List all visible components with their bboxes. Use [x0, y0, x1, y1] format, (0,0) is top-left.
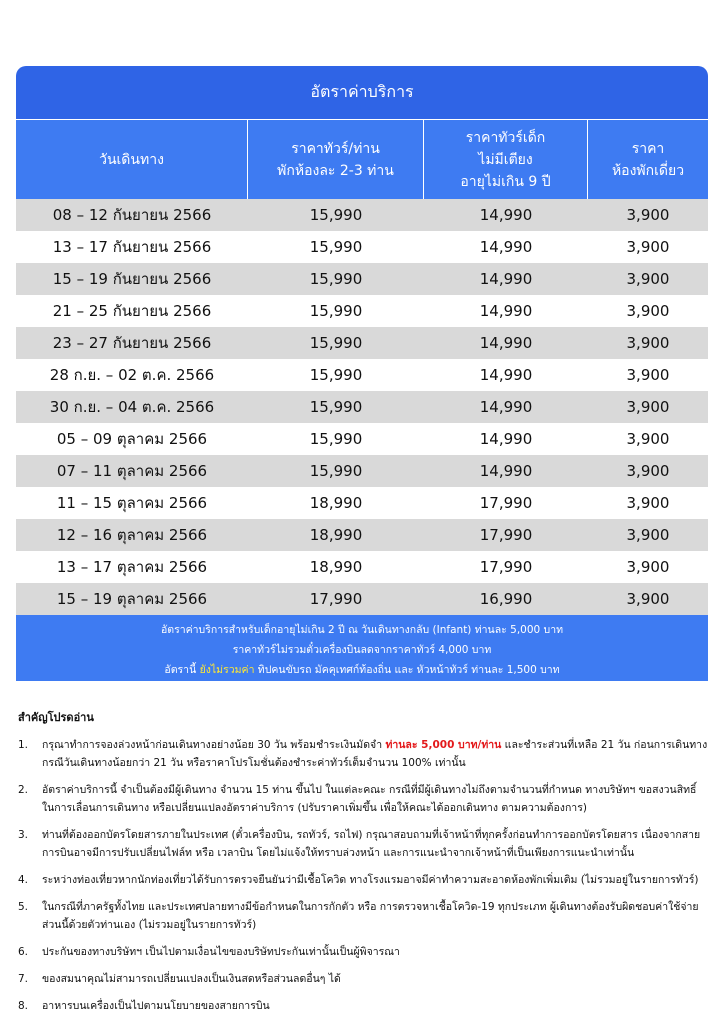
row-adult-price: 17,990 — [309, 590, 363, 608]
row-single-room: 3,900 — [626, 302, 670, 320]
price-table — [16, 66, 708, 681]
table-title: อัตราค่าบริการ — [16, 66, 708, 119]
table-row — [16, 231, 708, 263]
row-single-room: 3,900 — [626, 430, 670, 448]
header-child-price — [424, 120, 588, 199]
table-row — [16, 583, 708, 615]
row-child-price: 17,990 — [479, 494, 533, 512]
table-row — [16, 263, 708, 295]
header-adult-line2: พักห้องละ 2-3 ท่าน — [277, 162, 394, 179]
row-date: 08 – 12 กันยายน 2566 — [52, 206, 212, 224]
row-adult-price: 18,990 — [309, 558, 363, 576]
table-row — [16, 455, 708, 487]
note-item — [18, 826, 708, 862]
row-child-price: 17,990 — [479, 526, 533, 544]
note-item — [18, 781, 708, 817]
row-date: 13 – 17 ตุลาคม 2566 — [56, 558, 208, 576]
row-adult-price: 18,990 — [309, 526, 363, 544]
row-adult-price: 15,990 — [309, 430, 363, 448]
table-row — [16, 199, 708, 231]
table-row — [16, 519, 708, 551]
table-body — [16, 199, 708, 615]
row-adult-price: 15,990 — [309, 270, 363, 288]
note-text — [42, 781, 708, 817]
row-child-price: 14,990 — [479, 366, 533, 384]
row-child-price: 16,990 — [479, 590, 533, 608]
note-text-main: ประกันของทางบริษัทฯ เป็นไปตามเงื่อนไขของบริษัทประกันเท่านั้นเป็นผู้พิจารณา — [42, 946, 400, 958]
header-adult-price — [248, 120, 424, 199]
row-date: 15 – 19 กันยายน 2566 — [52, 270, 212, 288]
footer-tip-post: ทิปคนขับรถ มัคคุเทศก์ท้องถิ่น และ หัวหน้าทัวร์ ท่านละ 1,500 บาท — [254, 664, 560, 676]
row-child-price: 14,990 — [479, 398, 533, 416]
table-row — [16, 327, 708, 359]
row-child-price: 14,990 — [479, 206, 533, 224]
note-text-main: ท่านที่ต้องออกบัตรโดยสารภายในประเทศ (ตั๋วเครื่องบิน, รถทัวร์, รถไฟ) กรุณาสอบถามที่เจ้าหน้าที่ทุกครั้งก่อนทำการออกบัตรโดยสาร เนื่องจากสายการบินอาจมีการปรับเปลี่ยนไฟล์ท หรือ เวลาบิน โดยไม่แจ้งให้ทราบล่วงหน้า และการแนะนำจากเจ้าหน้าที่เป็นเพียงการแนะนำเท่านั้น — [42, 829, 701, 859]
row-adult-price: 15,990 — [309, 462, 363, 480]
table-row — [16, 391, 708, 423]
note-text — [42, 943, 708, 961]
note-text — [42, 826, 708, 862]
note-number: 6. — [18, 946, 29, 958]
row-date: 07 – 11 ตุลาคม 2566 — [56, 462, 208, 480]
footer-tip-pre: อัตรานี้ — [164, 664, 200, 676]
row-adult-price: 18,990 — [309, 494, 363, 512]
header-child-line2: ไม่มีเตียง — [478, 151, 533, 168]
note-text-rest: และชำระส่วนที่เหลือ 21 วัน ก่อนการเดินทาง กรณีวันเดินทางน้อยกว่า 21 วัน หรือราคาโปรโมชั่นต้องชำระค่าทัวร์เต็มจำนวน 100% เท่านั้น — [42, 739, 708, 769]
header-single-room — [588, 120, 708, 199]
row-single-room: 3,900 — [626, 462, 670, 480]
row-date: 11 – 15 ตุลาคม 2566 — [56, 494, 208, 512]
note-item — [18, 997, 708, 1015]
row-adult-price: 15,990 — [309, 366, 363, 384]
row-date: 30 ก.ย. – 04 ต.ค. 2566 — [49, 398, 215, 416]
note-text-main: ในกรณีที่ภาครัฐทั้งไทย และประเทศปลายทางมีข้อกำหนดในการกักตัว หรือ การตรวจหาเชื้อโควิด-19 ทุกประเภท ผู้เดินทางต้องรับผิดชอบค่าใช้จ่ายส่วนนี้ด้วยตัวท่านเอง (ไม่รวมอยู่ในรายการทัวร์) — [42, 901, 699, 931]
note-item — [18, 970, 708, 988]
header-date — [16, 120, 248, 199]
row-date: 28 ก.ย. – 02 ต.ค. 2566 — [49, 366, 215, 384]
row-adult-price: 15,990 — [309, 334, 363, 352]
row-date: 12 – 16 ตุลาคม 2566 — [56, 526, 208, 544]
table-row — [16, 359, 708, 391]
row-child-price: 14,990 — [479, 270, 533, 288]
note-number: 8. — [18, 1000, 29, 1012]
row-adult-price: 15,990 — [309, 206, 363, 224]
notes-title: สำคัญโปรดอ่าน — [18, 711, 94, 724]
table-footer — [16, 615, 708, 681]
note-text-highlight: ท่านละ 5,000 บาท/ท่าน — [385, 739, 502, 751]
row-single-room: 3,900 — [626, 334, 670, 352]
row-single-room: 3,900 — [626, 366, 670, 384]
row-child-price: 14,990 — [479, 302, 533, 320]
row-date: 13 – 17 กันยายน 2566 — [52, 238, 212, 256]
row-child-price: 14,990 — [479, 334, 533, 352]
table-header-row — [16, 119, 708, 199]
note-number: 2. — [18, 784, 29, 796]
footer-tip-note — [16, 660, 708, 680]
row-child-price: 17,990 — [479, 558, 533, 576]
note-text-main: ของสมนาคุณไม่สามารถเปลี่ยนแปลงเป็นเงินสดหรือส่วนลดอื่นๆ ได้ — [42, 973, 341, 985]
table-row — [16, 295, 708, 327]
important-notes — [18, 708, 708, 1024]
row-child-price: 14,990 — [479, 462, 533, 480]
row-date: 05 – 09 ตุลาคม 2566 — [56, 430, 208, 448]
header-single-line1: ราคา — [631, 140, 665, 157]
note-text — [42, 736, 708, 772]
row-child-price: 14,990 — [479, 238, 533, 256]
note-item — [18, 943, 708, 961]
header-date-label: วันเดินทาง — [99, 151, 164, 168]
header-single-line2: ห้องพักเดี่ยว — [611, 162, 685, 179]
footer-tip-highlight: ยังไม่รวมค่า — [199, 664, 255, 676]
note-item — [18, 736, 708, 772]
header-child-line1: ราคาทัวร์เด็ก — [465, 129, 546, 146]
row-single-room: 3,900 — [626, 398, 670, 416]
row-single-room: 3,900 — [626, 270, 670, 288]
note-number: 3. — [18, 829, 29, 841]
row-date: 21 – 25 กันยายน 2566 — [52, 302, 212, 320]
note-number: 4. — [18, 874, 29, 886]
row-single-room: 3,900 — [626, 494, 670, 512]
row-adult-price: 15,990 — [309, 398, 363, 416]
note-text — [42, 970, 708, 988]
note-text — [42, 997, 708, 1015]
note-number: 7. — [18, 973, 29, 985]
row-adult-price: 15,990 — [309, 302, 363, 320]
note-item — [18, 871, 708, 889]
row-adult-price: 15,990 — [309, 238, 363, 256]
row-single-room: 3,900 — [626, 206, 670, 224]
table-row — [16, 487, 708, 519]
note-number: 5. — [18, 901, 29, 913]
note-text — [42, 871, 708, 889]
notes-list — [18, 736, 708, 1015]
note-item — [18, 898, 708, 934]
table-row — [16, 423, 708, 455]
row-single-room: 3,900 — [626, 590, 670, 608]
note-text — [42, 898, 708, 934]
header-child-line3: อายุไม่เกิน 9 ปี — [460, 173, 551, 190]
note-text-main: กรุณาทำการจองล่วงหน้าก่อนเดินทางอย่างน้อย 30 วัน พร้อมชำระเงินมัดจำ — [42, 739, 386, 751]
note-text-main: อัตราค่าบริการนี้ จำเป็นต้องมีผู้เดินทาง จำนวน 15 ท่าน ขึ้นไป ในแต่ละคณะ กรณีที่มีผู้เดินทางไม่ถึงตามจำนวนที่กำหนด ทางบริษัทฯ ขอสงวนสิทธิ์ในการเลื่อนการเดินทาง หรือเปลี่ยนแปลงอัตราค่าบริการ (ปรับราคาเพิ่มขึ้น เพื่อให้คณะได้ออกเดินทาง ตามความต้องการ) — [42, 784, 697, 814]
row-date: 15 – 19 ตุลาคม 2566 — [56, 590, 208, 608]
row-single-room: 3,900 — [626, 238, 670, 256]
table-row — [16, 551, 708, 583]
row-single-room: 3,900 — [626, 526, 670, 544]
row-date: 23 – 27 กันยายน 2566 — [52, 334, 212, 352]
note-number: 1. — [18, 739, 29, 751]
row-single-room: 3,900 — [626, 558, 670, 576]
footer-no-ticket-note: ราคาทัวร์ไม่รวมตั๋วเครื่องบินลดจากราคาทัวร์ 4,000 บาท — [232, 644, 492, 656]
note-text-main: ระหว่างท่องเที่ยวหากนักท่องเที่ยวได้รับการตรวจยืนยันว่ามีเชื้อโควิด ทางโรงแรมอาจมีค่าทำความสะอาดห้องพักเพิ่มเติม (ไม่รวมอยู่ในรายการทัวร์) — [42, 874, 699, 886]
footer-infant-note: อัตราค่าบริการสำหรับเด็กอายุไม่เกิน 2 ปี ณ วันเดินทางกลับ (Infant) ท่านละ 5,000 บาท — [160, 624, 564, 636]
row-child-price: 14,990 — [479, 430, 533, 448]
note-text-main: อาหารบนเครื่องเป็นไปตามนโยบายของสายการบิน — [42, 1000, 270, 1012]
header-adult-line1: ราคาทัวร์/ท่าน — [291, 140, 380, 157]
